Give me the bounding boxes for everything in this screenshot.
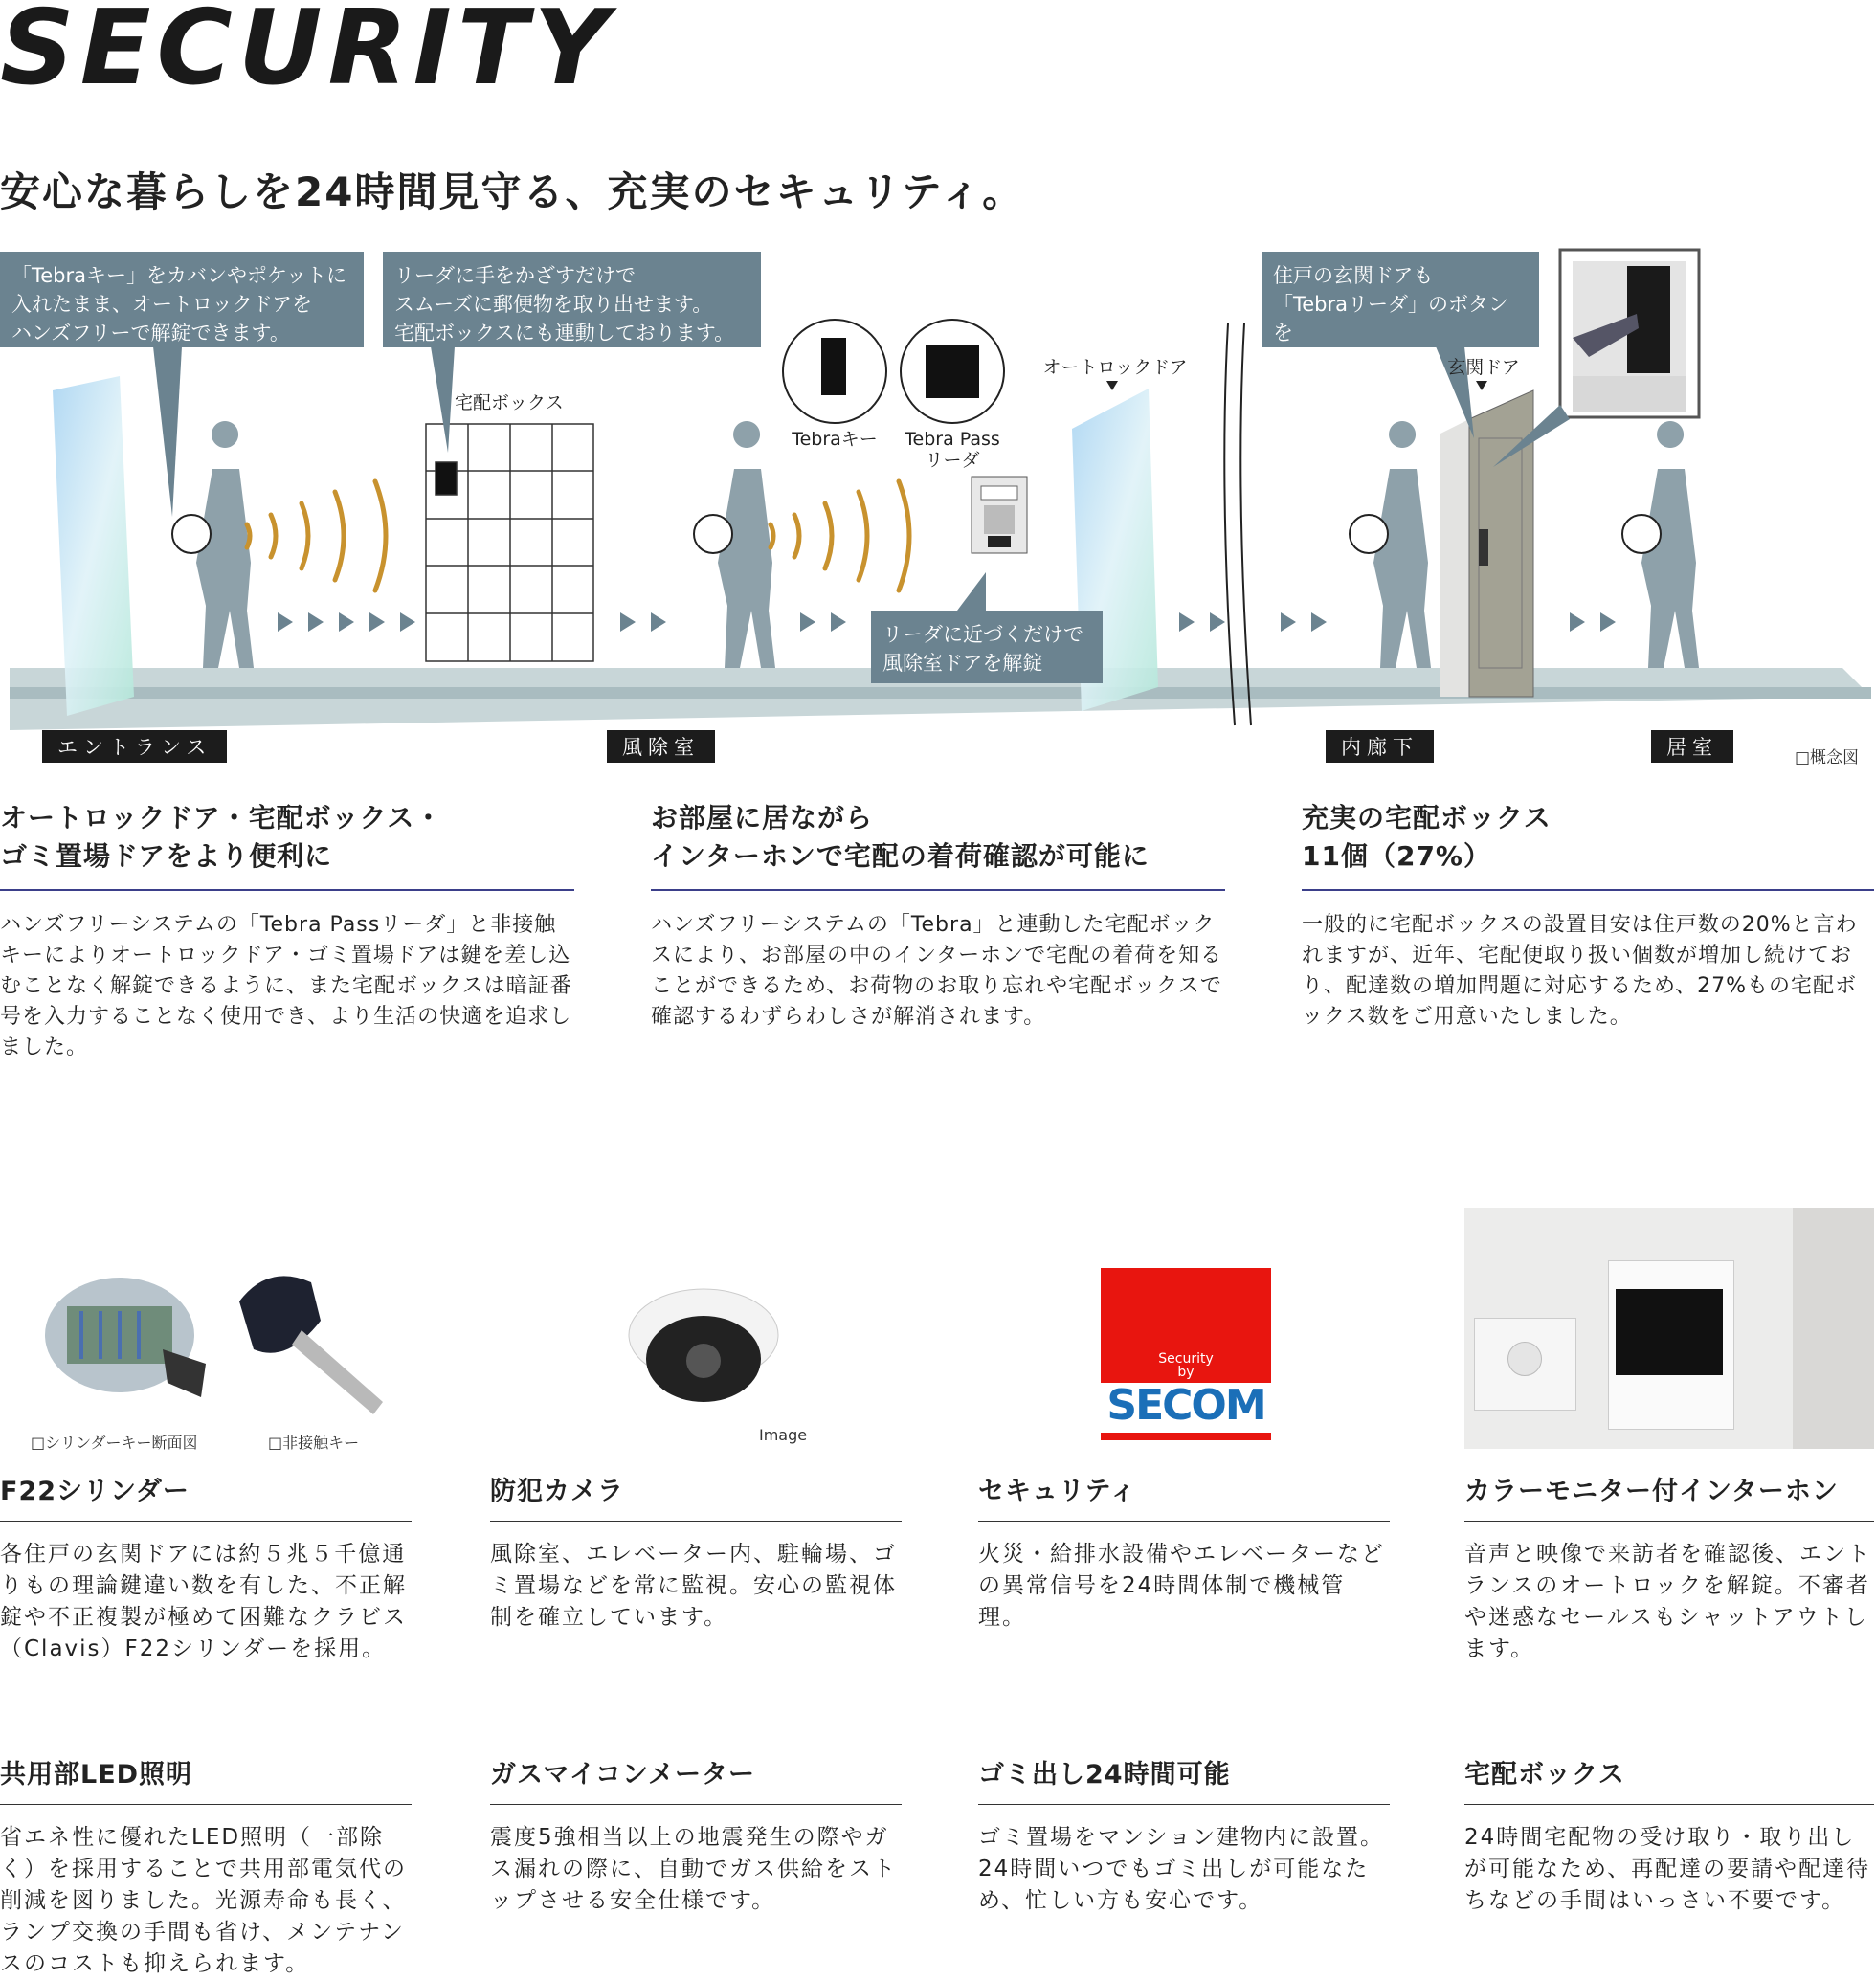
feature-divider [490,1521,902,1522]
feature-heading: 共用部LED照明 [0,1760,193,1790]
section-heading: お部屋に居ながら インターホンで宅配の着荷確認が可能に [651,802,1150,872]
camera-caption: Image [759,1426,808,1444]
page-title: SECURITY [0,0,614,108]
feature-heading: カラーモニター付インターホン [1464,1477,1839,1506]
label-entrance-door: 玄関ドア [1447,357,1520,378]
section-divider [0,889,574,891]
cylinder-caption: □シリンダーキー断面図 [31,1434,198,1452]
tebra-reader-panel [972,477,1027,553]
page-subtitle: 安心な暮らしを24時間見守る、充実のセキュリティ。 [0,168,1025,215]
entrance-door [1440,390,1533,697]
feature-body: 各住戸の玄関ドアには約５兆５千億通りもの理論鍵違い数を有した、不正解錠や不正複製が極めて困難なクラビス（Clavis）F22シリンダーを採用。 [0,1542,407,1661]
section-divider [651,889,1225,891]
feature-body: 24時間宅配物の受け取り・取り出しが可能なため、再配達の要請や配達待ちなどの手間はいっさい不要です。 [1464,1825,1871,1913]
feature-camera [490,1470,902,1634]
section-body: 一般的に宅配ボックスの設置目安は住戸数の20%と言われますが、近年、宅配便取り扱い個数が増加し続けており、配達数の増加問題に対応するため、27%もの宅配ボックス数をご用意いたしました。 [1302,913,1858,1029]
concept-note: □概念図 [1795,748,1860,768]
feature-divider [978,1521,1390,1522]
section-heading: 充実の宅配ボックス 11個（27%） [1302,802,1552,872]
callout-handsfree: 「Tebraキー」をカバンやポケットに 入れたまま、オートロックドアを ハンズフリーで解錠できます。 [0,252,364,347]
label-autolock-door: オートロックドア [1042,357,1188,378]
feature-body: 音声と映像で来訪者を確認後、エントランスのオートロックを解錠。不審者や迷惑なセールスもシャットアウトします。 [1464,1542,1871,1661]
feature-divider [0,1804,412,1805]
label-tebra-key: Tebraキー [792,429,878,450]
feature-divider [1464,1521,1874,1522]
section-1 [0,799,574,1063]
delivery-box-grid [426,424,593,661]
secom-tagline: Security by [1158,1351,1214,1380]
secom-logo [1101,1268,1271,1440]
feature-heading: ガスマイコンメーター [490,1760,756,1790]
zone-living-room: 居室 [1651,730,1733,763]
feature-body: 震度5強相当以上の地震発生の際やガス漏れの際に、自動でガス供給をストップさせる安全仕様です。 [490,1825,897,1913]
feature-divider [1464,1804,1874,1805]
feature-heading: セキュリティ [978,1477,1137,1506]
feature-body: ゴミ置場をマンション建物内に設置。24時間いつでもゴミ出しが可能なため、忙しい方も安心です。 [978,1825,1384,1913]
section-2 [651,799,1225,1033]
feature-body: 火災・給排水設備やエレベーターなどの異常信号を24時間体制で機械管理。 [978,1542,1385,1630]
feature-heading: 宅配ボックス [1464,1760,1625,1790]
camera-image [627,1282,780,1416]
feature-body: 風除室、エレベーター内、駐輪場、ゴミ置場などを常に監視。安心の監視体制を確立しています。 [490,1542,897,1630]
contactless-key-image [230,1263,402,1426]
zone-inner-corridor: 内廊下 [1326,730,1434,763]
feature-divider [490,1804,902,1805]
contactless-key-caption: □非接触キー [268,1434,360,1452]
label-delivery-box: 宅配ボックス [455,392,564,413]
section-heading: オートロックドア・宅配ボックス・ ゴミ置場ドアをより便利に [0,802,443,872]
cylinder-image [29,1254,220,1416]
feature-divider [978,1804,1390,1805]
feature-security [978,1470,1390,1634]
callout-delivery: リーダに手をかざすだけで スムーズに郵便物を取り出せます。 宅配ボックスにも連動しております。 [383,252,761,347]
label-tebra-reader: Tebra Pass リーダ [904,429,1000,471]
intercom-image [1464,1208,1874,1449]
feature-divider [0,1521,412,1522]
section-body: ハンズフリーシステムの「Tebra」と連動した宅配ボックスにより、お部屋の中のインターホンで宅配の着荷を知ることができるため、お荷物のお取り忘れや宅配ボックスで確認するわずらわしさが解消されます。 [651,913,1223,1029]
feature-intercom [1464,1470,1874,1665]
section-body: ハンズフリーシステムの「Tebra Passリーダ」と非接触キーによりオートロックドア・ゴミ置場ドアは鍵を差し込むことなく解錠できるように、また宅配ボックスは暗証番号を入力することなく使用でき、より生活の快適を追求しました。 [0,913,572,1059]
feature-led [0,1753,412,1980]
feature-body: 省エネ性に優れたLED照明（一部除く）を採用することで共用部電気代の削減を図りました。光源寿命も長く、ランプ交換の手間も省け、メンテナンスのコストも抑えられます。 [0,1825,407,1976]
callout-windbreak: リーダに近づくだけで 風除室ドアを解錠 [871,611,1103,683]
section-divider [1302,889,1874,891]
zone-windbreak: 風除室 [607,730,715,763]
feature-heading: F22シリンダー [0,1477,190,1506]
feature-f22 [0,1470,412,1665]
entrance-glass-door [53,376,134,716]
feature-garbage [978,1753,1390,1917]
feature-heading: ゴミ出し24時間可能 [978,1760,1231,1790]
feature-heading: 防犯カメラ [490,1477,624,1506]
feature-delivery-box [1464,1753,1874,1917]
zone-entrance: エントランス [42,730,227,763]
security-diagram [0,247,1876,768]
feature-gas-meter [490,1753,902,1917]
secom-wordmark: SECOM [1106,1381,1265,1430]
section-3 [1302,799,1874,1033]
callout-front-door: 住戸の玄関ドアも 「Tebraリーダ」のボタンを 押すだけで施解錠 [1262,252,1539,347]
